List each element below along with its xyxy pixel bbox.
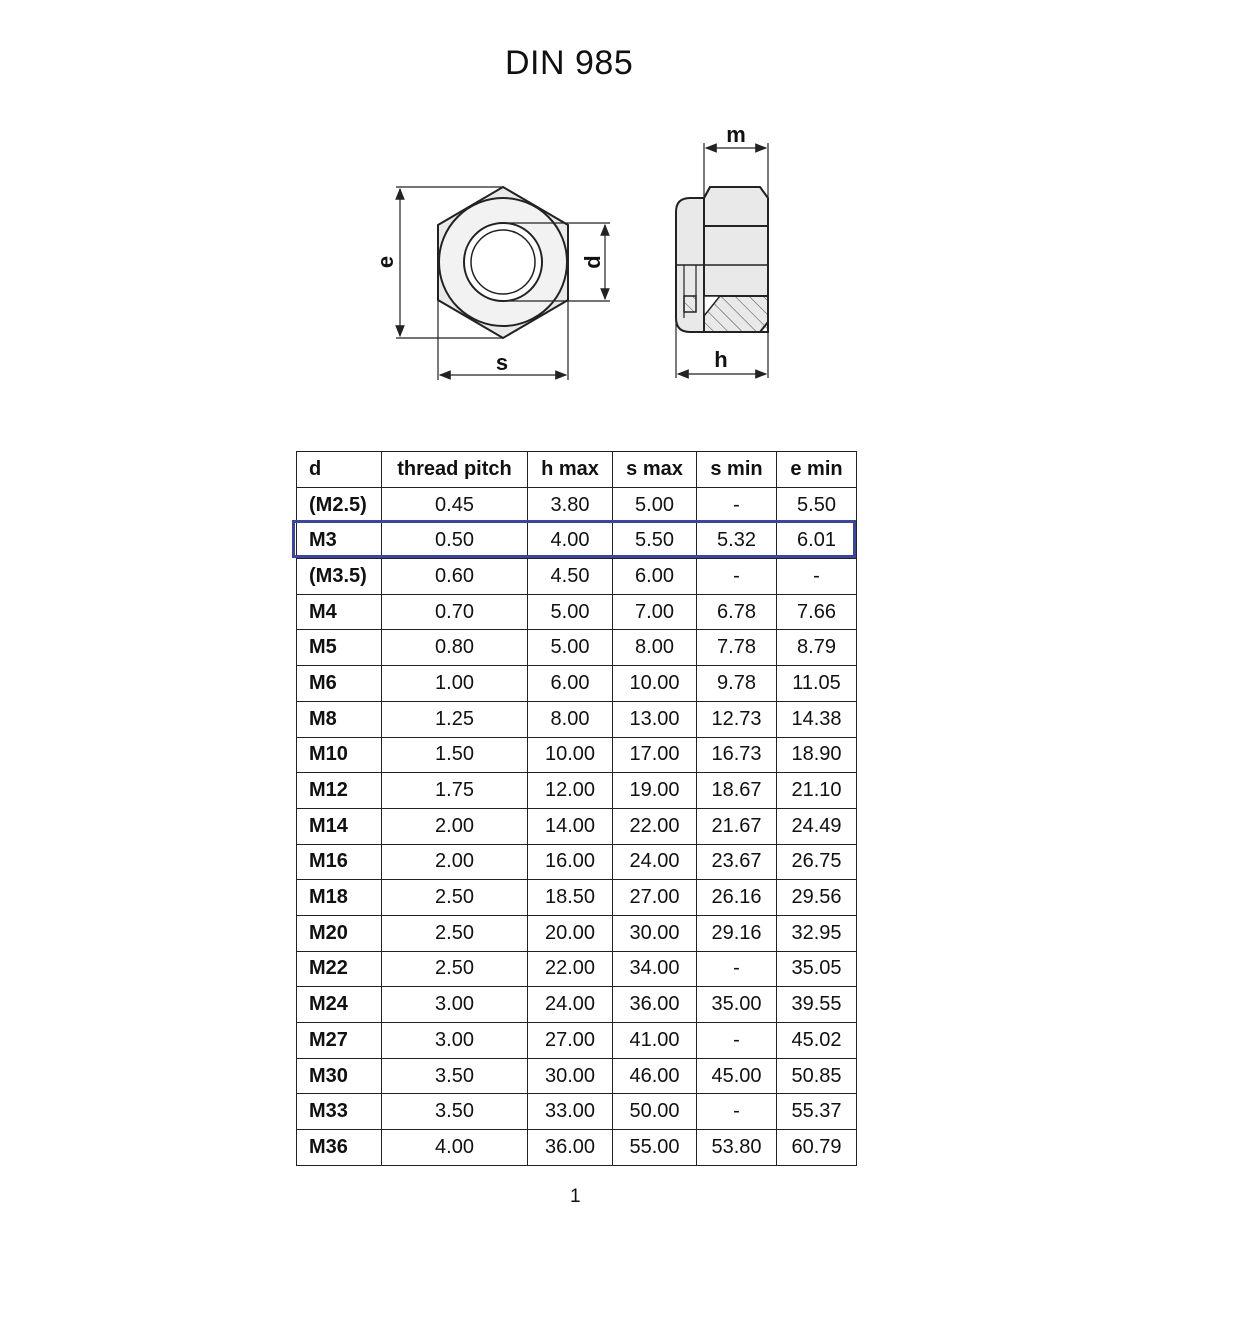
size-cell: M4 xyxy=(297,594,382,630)
label-e: e xyxy=(373,255,398,269)
value-cell: 26.75 xyxy=(777,844,857,880)
value-cell: 20.00 xyxy=(528,915,613,951)
value-cell: 12.00 xyxy=(528,773,613,809)
value-cell: 0.70 xyxy=(382,594,528,630)
value-cell: 2.00 xyxy=(382,844,528,880)
value-cell: 10.00 xyxy=(528,737,613,773)
value-cell: 16.00 xyxy=(528,844,613,880)
value-cell: 6.78 xyxy=(697,594,777,630)
value-cell: 30.00 xyxy=(528,1058,613,1094)
value-cell: 14.38 xyxy=(777,701,857,737)
size-cell: M16 xyxy=(297,844,382,880)
size-cell: M27 xyxy=(297,1023,382,1059)
value-cell: - xyxy=(697,1023,777,1059)
value-cell: 13.00 xyxy=(613,701,697,737)
size-cell: M12 xyxy=(297,773,382,809)
value-cell: 26.16 xyxy=(697,880,777,916)
value-cell: 50.00 xyxy=(613,1094,697,1130)
value-cell: - xyxy=(777,559,857,595)
value-cell: 34.00 xyxy=(613,951,697,987)
table-row xyxy=(297,773,857,809)
size-cell: M14 xyxy=(297,808,382,844)
value-cell: 60.79 xyxy=(777,1130,857,1166)
value-cell: 39.55 xyxy=(777,987,857,1023)
table-row xyxy=(297,559,857,595)
table-row xyxy=(297,951,857,987)
table-row xyxy=(297,1094,857,1130)
value-cell: 19.00 xyxy=(613,773,697,809)
value-cell: 35.00 xyxy=(697,987,777,1023)
value-cell: 2.00 xyxy=(382,808,528,844)
value-cell: - xyxy=(697,951,777,987)
label-m: m xyxy=(726,122,746,147)
value-cell: 6.01 xyxy=(777,523,857,559)
table-row xyxy=(297,844,857,880)
value-cell: 22.00 xyxy=(528,951,613,987)
value-cell: 3.00 xyxy=(382,987,528,1023)
nylon-ring xyxy=(684,296,696,312)
value-cell: - xyxy=(697,559,777,595)
value-cell: 21.67 xyxy=(697,808,777,844)
table-row xyxy=(297,630,857,666)
highlighted-row-outline xyxy=(292,520,856,558)
table-row xyxy=(297,1058,857,1094)
value-cell: 45.02 xyxy=(777,1023,857,1059)
header-e-min: e min xyxy=(777,452,857,488)
table-header-row xyxy=(297,452,857,488)
value-cell: 24.00 xyxy=(613,844,697,880)
header-s-min: s min xyxy=(697,452,777,488)
value-cell: 7.78 xyxy=(697,630,777,666)
value-cell: 5.00 xyxy=(528,630,613,666)
value-cell: 46.00 xyxy=(613,1058,697,1094)
size-cell: (M3.5) xyxy=(297,559,382,595)
table-row xyxy=(297,737,857,773)
value-cell: 3.50 xyxy=(382,1094,528,1130)
value-cell: 35.05 xyxy=(777,951,857,987)
value-cell: 3.00 xyxy=(382,1023,528,1059)
value-cell: 22.00 xyxy=(613,808,697,844)
table-row xyxy=(297,594,857,630)
table-row xyxy=(297,666,857,702)
size-cell: M33 xyxy=(297,1094,382,1130)
value-cell: 32.95 xyxy=(777,915,857,951)
value-cell: 27.00 xyxy=(613,880,697,916)
size-cell: (M2.5) xyxy=(297,487,382,523)
table-row xyxy=(297,808,857,844)
value-cell: 24.49 xyxy=(777,808,857,844)
table-row xyxy=(297,487,857,523)
value-cell: 0.50 xyxy=(382,523,528,559)
value-cell: 18.67 xyxy=(697,773,777,809)
value-cell: 5.50 xyxy=(613,523,697,559)
value-cell: 18.90 xyxy=(777,737,857,773)
value-cell: 2.50 xyxy=(382,915,528,951)
value-cell: 5.00 xyxy=(528,594,613,630)
value-cell: 4.50 xyxy=(528,559,613,595)
size-cell: M36 xyxy=(297,1130,382,1166)
value-cell: 53.80 xyxy=(697,1130,777,1166)
front-view xyxy=(438,187,568,338)
value-cell: 5.00 xyxy=(613,487,697,523)
value-cell: 27.00 xyxy=(528,1023,613,1059)
label-h: h xyxy=(714,347,728,372)
page-number: 1 xyxy=(570,1186,581,1207)
value-cell: 3.50 xyxy=(382,1058,528,1094)
value-cell: 50.85 xyxy=(777,1058,857,1094)
value-cell: 36.00 xyxy=(613,987,697,1023)
table-row xyxy=(297,915,857,951)
size-cell: M8 xyxy=(297,701,382,737)
side-view xyxy=(676,187,768,332)
value-cell: - xyxy=(697,487,777,523)
value-cell: 29.16 xyxy=(697,915,777,951)
size-cell: M24 xyxy=(297,987,382,1023)
value-cell: 2.50 xyxy=(382,880,528,916)
table-row xyxy=(297,880,857,916)
value-cell: 3.80 xyxy=(528,487,613,523)
value-cell: 36.00 xyxy=(528,1130,613,1166)
value-cell: 16.73 xyxy=(697,737,777,773)
value-cell: 29.56 xyxy=(777,880,857,916)
value-cell: 1.75 xyxy=(382,773,528,809)
nut-technical-drawing xyxy=(0,0,1240,420)
value-cell: - xyxy=(697,1094,777,1130)
value-cell: 8.00 xyxy=(528,701,613,737)
size-cell: M20 xyxy=(297,915,382,951)
value-cell: 0.60 xyxy=(382,559,528,595)
label-d: d xyxy=(580,255,605,269)
value-cell: 11.05 xyxy=(777,666,857,702)
value-cell: 18.50 xyxy=(528,880,613,916)
value-cell: 7.66 xyxy=(777,594,857,630)
header-s-max: s max xyxy=(613,452,697,488)
header-d: d xyxy=(297,452,382,488)
thread-inner-circle xyxy=(471,230,535,294)
value-cell: 0.80 xyxy=(382,630,528,666)
size-cell: M10 xyxy=(297,737,382,773)
value-cell: 33.00 xyxy=(528,1094,613,1130)
size-cell: M6 xyxy=(297,666,382,702)
size-cell: M18 xyxy=(297,880,382,916)
value-cell: 55.37 xyxy=(777,1094,857,1130)
value-cell: 14.00 xyxy=(528,808,613,844)
value-cell: 45.00 xyxy=(697,1058,777,1094)
value-cell: 30.00 xyxy=(613,915,697,951)
value-cell: 12.73 xyxy=(697,701,777,737)
table-row xyxy=(297,987,857,1023)
value-cell: 41.00 xyxy=(613,1023,697,1059)
value-cell: 1.00 xyxy=(382,666,528,702)
value-cell: 6.00 xyxy=(613,559,697,595)
value-cell: 21.10 xyxy=(777,773,857,809)
table-row xyxy=(297,1130,857,1166)
size-cell: M5 xyxy=(297,630,382,666)
value-cell: 55.00 xyxy=(613,1130,697,1166)
value-cell: 10.00 xyxy=(613,666,697,702)
value-cell: 5.32 xyxy=(697,523,777,559)
header-h-max: h max xyxy=(528,452,613,488)
header-thread-pitch: thread pitch xyxy=(382,452,528,488)
page-title: DIN 985 xyxy=(505,44,634,82)
table-row xyxy=(297,1023,857,1059)
value-cell: 6.00 xyxy=(528,666,613,702)
value-cell: 4.00 xyxy=(528,523,613,559)
value-cell: 7.00 xyxy=(613,594,697,630)
value-cell: 17.00 xyxy=(613,737,697,773)
table-body xyxy=(297,487,857,1165)
value-cell: 4.00 xyxy=(382,1130,528,1166)
size-cell: M3 xyxy=(297,523,382,559)
value-cell: 8.00 xyxy=(613,630,697,666)
value-cell: 0.45 xyxy=(382,487,528,523)
value-cell: 5.50 xyxy=(777,487,857,523)
value-cell: 9.78 xyxy=(697,666,777,702)
value-cell: 1.50 xyxy=(382,737,528,773)
value-cell: 1.25 xyxy=(382,701,528,737)
value-cell: 23.67 xyxy=(697,844,777,880)
value-cell: 24.00 xyxy=(528,987,613,1023)
dimension-table xyxy=(296,451,857,1166)
table-row xyxy=(297,701,857,737)
size-cell: M22 xyxy=(297,951,382,987)
label-s: s xyxy=(495,350,509,375)
value-cell: 2.50 xyxy=(382,951,528,987)
size-cell: M30 xyxy=(297,1058,382,1094)
value-cell: 8.79 xyxy=(777,630,857,666)
